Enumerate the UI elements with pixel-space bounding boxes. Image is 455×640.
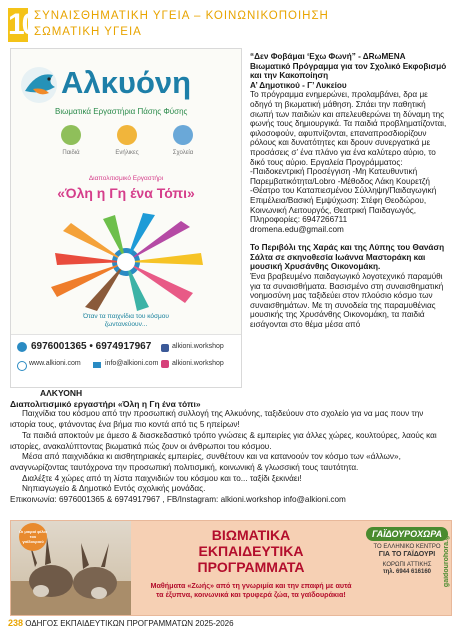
poster-contact-bar: [11, 334, 241, 388]
article-contact: Επικοινωνία: 6976001365 & 6974917967 , FB/Instagram: alkioni.workshop info@alkioni.com: [10, 495, 346, 505]
dromena-email[interactable]: dromena.edu@gmail.com: [250, 224, 344, 234]
dromena-title: “Δεν Φοβάμαι ‘Εχω Φωνή” - ΔRωΜΕΝΑ Βιωματικό Πρόγραμμα για τον Σχολικό Εκφοβισμό και την Κακοποίηση: [250, 52, 447, 81]
dromena-phone: Πληροφορίες: 6947266711: [250, 215, 348, 225]
page-footer: [8, 618, 234, 628]
phone-icon: [17, 342, 27, 352]
icon-adults: [107, 123, 147, 159]
icon-children: [51, 123, 91, 159]
alkyoni-article: [10, 388, 448, 506]
poster-caption-line1: Όταν τα παιχνίδια του κόσμου: [83, 313, 169, 320]
gaidourohora-ad: [10, 520, 452, 616]
poster-facebook[interactable]: alkioni.workshop: [172, 343, 224, 350]
ad-badge: Οι μικροί φίλοι του γαϊδουριού: [19, 529, 47, 544]
svg-text:Ενήλικες: Ενήλικες: [115, 150, 139, 156]
article-p4: Διαλέξτε 4 χώρες από τη λίστα παιχνιδιών του κόσμου και το... ταξίδι ξεκινάει!: [22, 473, 302, 483]
ad-brand-desc1: ΤΟ ΕΛΛΗΝΙΚΟ ΚΕΝΤΡΟ: [373, 544, 441, 550]
dromena-body: Το πρόγραμμα ενημερώνει, προλαμβάνει, δρα με οδηγό τη βιωματική μάθηση. Σπάει την παθητική σιωπή των παιδιών και απελευθερώνει τη δύναμη της φωνής τους δημιουργικά. Τα παιδιά προβληματίζονται, φιλοσοφούν, αφυπνίζονται, επαναπροσδιορίζουν ρόλους και δυνατότητες και δρουν συνεργατικά με προσάσεις σ’ ένα πλάνο για ένα καλύτερο αύριο, το δικό τους αύριο. Εργαλεία Προγράμματος: -Παιδοκεντρική Προσέγγιση -Μη Κατευθυντική Παρεμβατικότητα/Lobro -Μέθοδος Λάκη Κουρετζή -Θέατρο του Καταπιεσμένου Σύλληψη/Παιδαγωγική Επιμέλεια/Βασική Εμψύχωση: Στέφη Θεοδώρου, Κοινωνική Λειτουργός, Θεατρική Παιδαγωγός,: [250, 90, 447, 215]
poster-logo-text: Αλκυόνη: [61, 65, 192, 100]
ad-location: ΚΟΡΩΠΙ ΑΤΤΙΚΗΣ: [382, 562, 432, 568]
right-column: [250, 52, 448, 330]
poster-title: «Όλη η Γη ένα Τόπι»: [57, 185, 195, 201]
ad-brand-desc2: ΓΙΑ ΤΟ ΓΑΪΔΟΥΡΙ: [378, 551, 436, 558]
article-p3: Μέσα από παιχνιδάκια κι αισθητηριακές εμπειρίες, συνθέτουν και να κατανοούν τον κόσμο των «άλλων», αναγνωρίζοντας ταυτόχρονα την προσωπική πολιτισμική, κοινωνική & γλωσσική τους ταυτότητα.: [10, 452, 401, 472]
article-p1: Παιχνίδια του κόσμου από την προσωπική συλλογή της Αλκυόνης, ταξιδεύουν στο σχολείο για να μας πουν την ιστορία τους, φτάνοντας ένα βήμα πιο κοντά από τις 5 ηπείρων!: [10, 409, 424, 430]
hands-circle-illustration: [45, 213, 207, 311]
globe-icon: [17, 361, 27, 371]
footer-text: ΟΔΗΓΟΣ ΕΚΠΑΙΔΕΥΤΙΚΩΝ ΠΡΟΓΡΑΜΜΑΤΩΝ 2025-2026: [25, 619, 234, 628]
section-header: [8, 6, 448, 46]
icon-schools: [163, 123, 203, 159]
svg-text:Παιδιά: Παιδιά: [62, 150, 80, 156]
facebook-icon: [161, 344, 169, 352]
article-p2: Τα παιδιά αποκτούν με άμεσο & διασκεδαστικό τρόπο γνώσεις & εμπειρίες για άλλες χώρες, κουλτούρες, λαούς και ιστορίες, ανακαλύπτοντας βιωματικά πώς ζουν οι άνθρωποι του κόσμου.: [10, 430, 437, 451]
poster-workshop-label: Διαπολιτισμικό Εργαστήρι: [88, 175, 164, 182]
section-number: 10: [8, 8, 36, 41]
article-title: Διαπολιτισμικό εργαστήρι «Όλη η Γη ένα τόπι»: [10, 398, 201, 409]
kingfisher-logo-icon: [19, 61, 61, 107]
page-number: 238: [8, 618, 24, 628]
instagram-icon: [161, 360, 169, 368]
article-org: ΑΛΚΥΟΝΗ: [40, 388, 83, 398]
poster-caption: [11, 313, 241, 329]
donkeys-photo: [11, 521, 131, 615]
section-title-line2: ΣΩΜΑΤΙΚΗ ΥΓΕΙΑ: [34, 26, 142, 38]
ad-title: ΒΙΩΜΑΤΙΚΑ ΕΚΠΑΙΔΕΥΤΙΚΑ ΠΡΟΓΡΑΜΜΑΤΑ: [197, 527, 305, 575]
article-p5: Νηπιαγωγείο & Δημοτικό Εντός σχολικής μονάδας.: [22, 484, 206, 494]
ad-phone: τηλ. 6944 616160: [382, 569, 432, 575]
poster-email[interactable]: info@alkioni.com: [105, 360, 159, 367]
poster-phones: 6976001365 • 6974917967: [31, 341, 152, 352]
dromena-grades: Α’ Δημοτικού - Γ’ Λυκείου: [250, 80, 347, 90]
perivoli-title: Το Περιβόλι της Χαράς και της Λύπης του Θανάση Σάλτα σε σκηνοθεσία Ιωάννα Μαστοράκη και μουσική Χρυσάνθης Οικονομάκη.: [250, 243, 445, 272]
mail-icon: [93, 362, 101, 368]
svg-text:Σχολεία: Σχολεία: [172, 150, 194, 156]
gaidourohora-logo: [366, 527, 448, 576]
poster-subtitle: Βιωματικά Εργαστήρια Πάσης Φύσης: [55, 107, 188, 116]
ad-tagline: Μαθήματα «Ζωής» από τη γνωριμία και την επαφή με αυτά τα έξυπνα, κοινωνικά και τρυφερά ζώα, τα γαϊδουράκια!: [150, 581, 352, 599]
ad-brand: ΓΑΪΔΟΥΡΟΧΩΡΑ: [366, 527, 448, 541]
poster-instagram[interactable]: alkioni.workshop: [172, 360, 224, 367]
poster-caption-line2: ζωντανεύουν...: [104, 321, 148, 328]
section-title-line1: ΣΥΝΑΙΣΘΗΜΑΤΙΚΗ ΥΓΕΙΑ – ΚΟΙΝΩΝΙΚΟΠΟΙΗΣΗ: [34, 10, 329, 22]
ad-site: gaidourohora.gr: [443, 533, 450, 588]
alkyoni-poster: [10, 48, 242, 388]
poster-website[interactable]: www.alkioni.com: [29, 360, 81, 367]
perivoli-body: Ένα βραβευμένο παιδαγωγικό λογοτεχνικό παραμύθι για τα συναισθήματα. Βασισμένο στη συναισθηματική νοημοσύνη μας ταξιδεύει στον πλούσιο κόσμο των συναισθημάτων. Με τη συνοδεία της παραμυθένιας μουσικής της Χρυσάνθης Οικονομάκη, τα παιδιά εισάγονται στο θέμα μέσα από: [250, 272, 444, 330]
